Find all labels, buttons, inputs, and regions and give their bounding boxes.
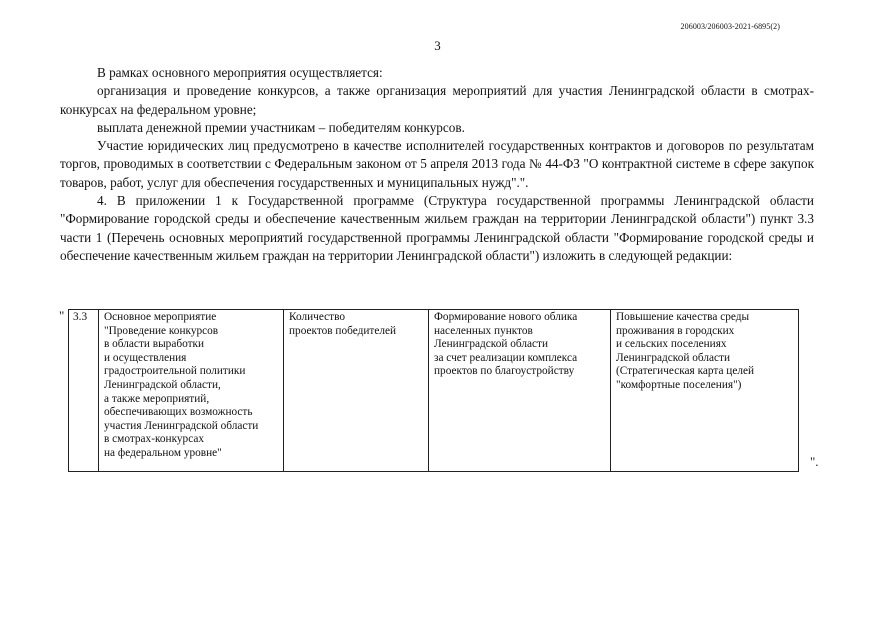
row-number-cell: 3.3 [69,310,99,472]
body-text [60,64,814,265]
event-cell: Основное мероприятие "Проведение конкурсов в области выработки и осуществления градостроительной политики Ленинградской области, а также мероприятий, обеспечивающих возможность участия Ленинградской области в смотрах-конкурсах на федеральном уровне" [99,310,284,472]
table-row [69,310,799,472]
paragraph: В рамках основного мероприятия осуществляется: [97,65,383,80]
paragraph: организация и проведение конкурсов, а также организация мероприятий для участия Ленинградской области в смотрах-конкурсах на федеральном уровне; [60,83,814,117]
paragraph: Участие юридических лиц предусмотрено в качестве исполнителей государственных контрактов и договоров по результатам торгов, проводимых в соответствии с Федеральным законом от 5 апреля 2013 года № 44-ФЗ "О контрактной системе в сфере закупок товаров, работ, услуг для обеспечения государственных и муниципальных нужд".". [60,138,814,190]
document-id: 206003/206003-2021-6895(2) [680,22,780,31]
measure-table [68,309,799,472]
result-cell: Формирование нового облика населенных пунктов Ленинградской области за счет реализации комплекса проектов по благоустройству [429,310,611,472]
opening-quote: " [59,308,65,323]
paragraph: 4. В приложении 1 к Государственной программе (Структура государственной программы Ленинградской области "Формирование городской среды и обеспечение качественным жильем граждан на территории Ленинградской области") пункт 3.3 части 1 (Перечень основных мероприятий государственной программы Ленинградской области "Формирование городской среды и обеспечение качественным жильем граждан на территории Ленинградской области") изложить в следующей редакции: [60,193,814,263]
goal-cell: Повышение качества среды проживания в городских и сельских поселениях Ленинградской области (Стратегическая карта целей "комфортные поселения") [611,310,799,472]
indicator-cell: Количество проектов победителей [284,310,429,472]
measure-table-block [56,308,826,473]
closing-quote: ". [810,454,819,469]
paragraph: выплата денежной премии участникам – победителям конкурсов. [97,119,465,135]
page-number: 3 [434,38,441,53]
